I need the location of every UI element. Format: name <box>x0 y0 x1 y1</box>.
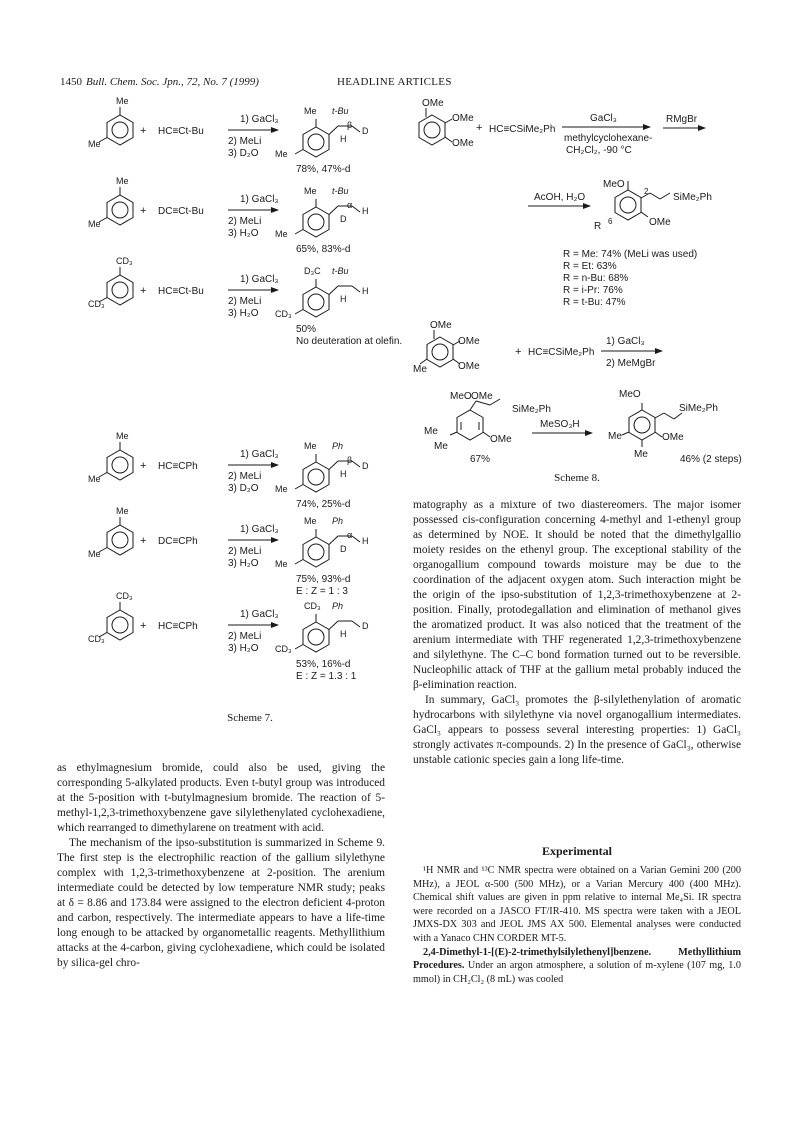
scheme7-step2-6: 2) MeLi <box>228 631 262 642</box>
trimethoxybenzene-structure <box>419 108 452 145</box>
sub2-ome-3: OMe <box>458 361 480 372</box>
experimental-heading-2: 2,4-Dimethyl-1-[(E)-2-trimethylsilylethenyl]benzene. Methyllithium Procedures. <box>413 946 741 972</box>
scheme-8-caption: Scheme 8. <box>554 472 600 484</box>
sub2-ome-1: OMe <box>430 320 452 331</box>
experimental-para-2: Under an argon atmosphere, a solution of m-xylene (107 mg, 1.0 mmol) in CH₂Cl₂ (8 mL) was cooled <box>413 960 742 985</box>
page-number: 1450 <box>60 76 82 88</box>
scheme7-yield-3: 50% <box>296 324 317 335</box>
scheme7-prod-label-5: Ph <box>332 516 344 526</box>
scheme7-step1-6: 1) GaCl₃ <box>240 609 279 620</box>
scheme-7-caption: Scheme 7. <box>227 712 273 724</box>
scheme7-step3-1: 3) D₂O <box>228 148 259 159</box>
sub2-me: Me <box>413 364 427 375</box>
right-column-text <box>413 498 741 768</box>
scheme7-reagent-1: HC≡Ct-Bu <box>158 126 204 137</box>
scheme7-step3-5: 3) H₂O <box>228 558 259 569</box>
right-para-1: matography as a mixture of two diastereomers. The major isomer possessed cis-configuration concerning 4-methyl and 1-ethenyl group as determined by NOE. It should be noted that the dimethylgallio moiety resides on the ethenyl group. The exceptional stability of the organogallium compound towards moisture may be due to the coordination of the adjacent oxygen atom. Such interaction might be the origin of the ipso-substitution of 1,2,3-trimethoxybenzene at 2-position. Finally, protodegallation and elimination of methanol gives the aromatized product. It was also noticed that the treatment of the arenium intermediate with THF regenerated 1,2,3-trimethoxybenzene and silylethyne. The C–C bond formation turned out to be reversible. Nucleophilic attack of THF at the gallium metal probably induced the β-elimination reaction. <box>413 499 741 691</box>
scheme7-prod-me2-5: Me <box>275 559 288 569</box>
scheme7-reagent-5: DC≡CPh <box>158 536 198 547</box>
scheme7-prod-h-3: H <box>340 294 347 304</box>
prod2-sime2ph: SiMe₂Ph <box>679 403 718 414</box>
scheme7-sub-top-2: Me <box>116 176 129 186</box>
int-meo: MeO <box>450 391 472 402</box>
scheme7-prod-greek-4: β <box>347 455 353 465</box>
scheme7-step3-4: 3) D₂O <box>228 483 259 494</box>
experimental-para-1: ¹H NMR and ¹³C NMR spectra were obtained on a Varian Gemini 200 (200 MHz), a JEOL α-500 (500 MHz), or a Varian Mercury 400 (400 MHz). Chemical shift values are given in ppm relative to internal Me₄Si. IR spectra were recorded on a JASCO FT/IR-410. MS spectra were taken with a JEOL JMXS-DX 303 and JEOL JMS AX 500. Elemental analyses were conducted with a Yanaco CHN CORDER MT-5. <box>413 865 741 944</box>
prod2-me-1: Me <box>608 431 622 442</box>
scheme7-step2-3: 2) MeLi <box>228 296 262 307</box>
plus-sign-2: + <box>515 346 522 358</box>
scheme7-prod-me-2: Me <box>304 186 317 196</box>
scheme7-prod-end-5: H <box>362 536 369 546</box>
journal-citation: Bull. Chem. Soc. Jpn., 72, No. 7 (1999) <box>86 76 259 88</box>
cond-meso3h: MeSO₃H <box>540 419 580 430</box>
scheme7-step1-4: 1) GaCl₃ <box>240 449 279 460</box>
scheme7-sub-top-3: CD₃ <box>116 256 133 266</box>
cond-solvent-2: CH₂Cl₂, -90 °C <box>566 145 632 156</box>
int-ome: OMe <box>471 391 493 402</box>
methyl-trimethoxybenzene-structure <box>420 330 460 367</box>
scheme7-prod-label-1: t-Bu <box>332 106 349 116</box>
scheme7-prod-h-1: H <box>340 134 347 144</box>
scheme7-step2-1: 2) MeLi <box>228 136 262 147</box>
scheme7-step2-5: 2) MeLi <box>228 546 262 557</box>
scheme7-prod-greek-1: β <box>347 120 353 130</box>
scheme7-prod-me2-3: CD₃ <box>275 309 292 319</box>
prod2-me-2: Me <box>634 449 648 460</box>
plus-6: + <box>140 620 147 632</box>
rmgbr: RMgBr <box>666 114 698 125</box>
scheme7-prod-end-4: D <box>362 461 369 471</box>
experimental-heading: Experimental <box>542 844 612 858</box>
sub1-ome-1: OMe <box>422 98 444 109</box>
int-me-1: Me <box>424 426 438 437</box>
silylethyne-reagent-2: HC≡CSiMe₂Ph <box>528 347 595 358</box>
scheme7-sub-bot-1: Me <box>88 139 101 149</box>
scheme7-prod-me2-4: Me <box>275 484 288 494</box>
scheme7-sub-bot-6: CD₃ <box>88 634 105 644</box>
scheme7-prod-end-3: H <box>362 286 369 296</box>
scheme7-prod-greek-2: α <box>347 200 353 210</box>
scheme7-prod-h-6: H <box>340 629 347 639</box>
scheme7-prod-me2-6: CD₃ <box>275 644 292 654</box>
scheme7-step2-4: 2) MeLi <box>228 471 262 482</box>
scheme7-prod-label-4: Ph <box>332 441 344 451</box>
prod1-sime2ph: SiMe₂Ph <box>673 192 712 203</box>
silylethyne-reagent-1: HC≡CSiMe₂Ph <box>489 124 556 135</box>
r-result-tbu: R = t-Bu: 47% <box>563 297 626 308</box>
scheme7-prod-end-6: D <box>362 621 369 631</box>
prod1-ome: OMe <box>649 217 671 228</box>
scheme7-yield-2: 65%, 83%-d <box>296 244 351 255</box>
prod2-meo: MeO <box>619 389 641 400</box>
prod2-ome: OMe <box>662 432 684 443</box>
scheme7-prod-me2-1: Me <box>275 149 288 159</box>
scheme7-prod-me-1: Me <box>304 106 317 116</box>
scheme7-prod-h-5: D <box>340 544 347 554</box>
cond-gacl3: GaCl₃ <box>590 113 617 124</box>
int-sime2ph: SiMe₂Ph <box>512 404 551 415</box>
scheme7-prod-end-1: D <box>362 126 369 136</box>
scheme7-yield-1: 78%, 47%-d <box>296 164 351 175</box>
scheme7-note-3: No deuteration at olefin. <box>296 336 403 347</box>
prod1-pos6: 6 <box>608 217 613 226</box>
scheme7-yield-6: 53%, 16%-d <box>296 659 351 670</box>
scheme7-sub-top-4: Me <box>116 431 129 441</box>
r-result-ipr: R = i-Pr: 76% <box>563 285 623 296</box>
r-result-me: R = Me: 74% (MeLi was used) <box>563 249 698 260</box>
plus-sign: + <box>476 122 483 134</box>
scheme7-prod-greek-5: α <box>347 530 353 540</box>
scheme7-prod-me-3: D₃C <box>304 266 321 276</box>
cond-solvent-1: methylcyclohexane- <box>564 133 653 144</box>
plus-3: + <box>140 285 147 297</box>
left-para-1: as ethylmagnesium bromide, could also be used, giving the corresponding 5-alkylated products. Even t-butyl group was introduced at the 5-position with t-butylmagnesium bromide. The reaction of 5-methyl-1,2,3-trimethoxybenzene gave silylethenylated cyclohexadiene, which rearranged to dimethylarene on treatment with acid. <box>57 762 385 834</box>
prod1-r: R <box>594 221 602 232</box>
scheme7-prod-me2-2: Me <box>275 229 288 239</box>
scheme7-step1-5: 1) GaCl₃ <box>240 524 279 535</box>
prod1-meo: MeO <box>603 179 625 190</box>
experimental-text <box>413 864 741 986</box>
r-group-results <box>563 249 697 308</box>
plus-1: + <box>140 125 147 137</box>
section-title: HEADLINE ARTICLES <box>337 76 452 88</box>
r-result-nbu: R = n-Bu: 68% <box>563 273 629 284</box>
scheme7-step3-3: 3) H₂O <box>228 308 259 319</box>
scheme7-prod-label-6: Ph <box>332 601 344 611</box>
scheme7-note-6: E : Z = 1.3 : 1 <box>296 671 357 682</box>
scheme7-step1-2: 1) GaCl₃ <box>240 194 279 205</box>
scheme7-note-5: E : Z = 1 : 3 <box>296 586 348 597</box>
sub2-ome-2: OMe <box>458 336 480 347</box>
scheme7-sub-top-6: CD₃ <box>116 591 133 601</box>
scheme7-sub-top-1: Me <box>116 96 129 106</box>
scheme7-step2-2: 2) MeLi <box>228 216 262 227</box>
sub1-ome-2: OMe <box>452 113 474 124</box>
sub1-ome-3: OMe <box>452 138 474 149</box>
scheme7-step1-3: 1) GaCl₃ <box>240 274 279 285</box>
scheme7-sub-bot-4: Me <box>88 474 101 484</box>
r-result-et: R = Et: 63% <box>563 261 617 272</box>
scheme7-prod-end-2: H <box>362 206 369 216</box>
scheme7-prod-h-4: H <box>340 469 347 479</box>
left-para-2: The mechanism of the ipso-substitution is summarized in Scheme 9. The first step is the electrophilic reaction of the gallium silylethyne complex with 1,2,3-trimethoxybenzene at 2-position. The arenium intermediate could be detected by low temperature NMR study; peaks at δ = 8.86 and 173.84 were assigned to the electron deficient 4-proton and carbon, respectively. The intermediate appears to have a life-time long enough to be attacked by organometallic reagents. Methyllithium attacks at the 4-carbon, giving cyclohexadiene, which could be isolated by silica-gel chro- <box>57 837 385 969</box>
int-me-2: Me <box>434 441 448 452</box>
left-column-text <box>57 761 385 971</box>
scheme7-reagent-2: DC≡Ct-Bu <box>158 206 204 217</box>
scheme7-prod-me-5: Me <box>304 516 317 526</box>
step-gacl3: 1) GaCl₃ <box>606 336 645 347</box>
scheme7-yield-4: 74%, 25%-d <box>296 499 351 510</box>
scheme7-prod-label-3: t-Bu <box>332 266 349 276</box>
int-ome-2: OMe <box>490 434 512 445</box>
int-yield: 67% <box>470 454 491 465</box>
plus-4: + <box>140 460 147 472</box>
step-memgbr: 2) MeMgBr <box>606 358 656 369</box>
plus-2: + <box>140 205 147 217</box>
scheme7-yield-5: 75%, 93%-d <box>296 574 351 585</box>
scheme7-sub-bot-5: Me <box>88 549 101 559</box>
scheme7-step3-2: 3) H₂O <box>228 228 259 239</box>
prod2-yield: 46% (2 steps) <box>680 454 742 465</box>
scheme7-prod-label-2: t-Bu <box>332 186 349 196</box>
prod1-pos2: 2 <box>644 187 649 196</box>
scheme7-sub-top-5: Me <box>116 506 129 516</box>
scheme7-sub-bot-2: Me <box>88 219 101 229</box>
scheme7-step1-1: 1) GaCl₃ <box>240 114 279 125</box>
scheme7-prod-me-4: Me <box>304 441 317 451</box>
scheme7-prod-me-6: CD₃ <box>304 601 321 611</box>
scheme7-sub-bot-3: CD₃ <box>88 299 105 309</box>
scheme7-step3-6: 3) H₂O <box>228 643 259 654</box>
scheme7-reagent-6: HC≡CPh <box>158 621 198 632</box>
scheme7-reagent-3: HC≡Ct-Bu <box>158 286 204 297</box>
plus-5: + <box>140 535 147 547</box>
scheme7-reagent-4: HC≡CPh <box>158 461 198 472</box>
scheme7-prod-h-2: D <box>340 214 347 224</box>
right-para-2: In summary, GaCl₃ promotes the β-silylethenylation of aromatic hydrocarbons with silylethyne via novel organogallium intermediates. GaCl₃ appears to possess several interesting properties: 1) GaCl₃ strongly activates π-compounds. 2) In the presence of GaCl₃, otherwise unstable cationic species gain a long life-time. <box>413 694 741 766</box>
cond-acoh: AcOH, H₂O <box>534 192 586 203</box>
